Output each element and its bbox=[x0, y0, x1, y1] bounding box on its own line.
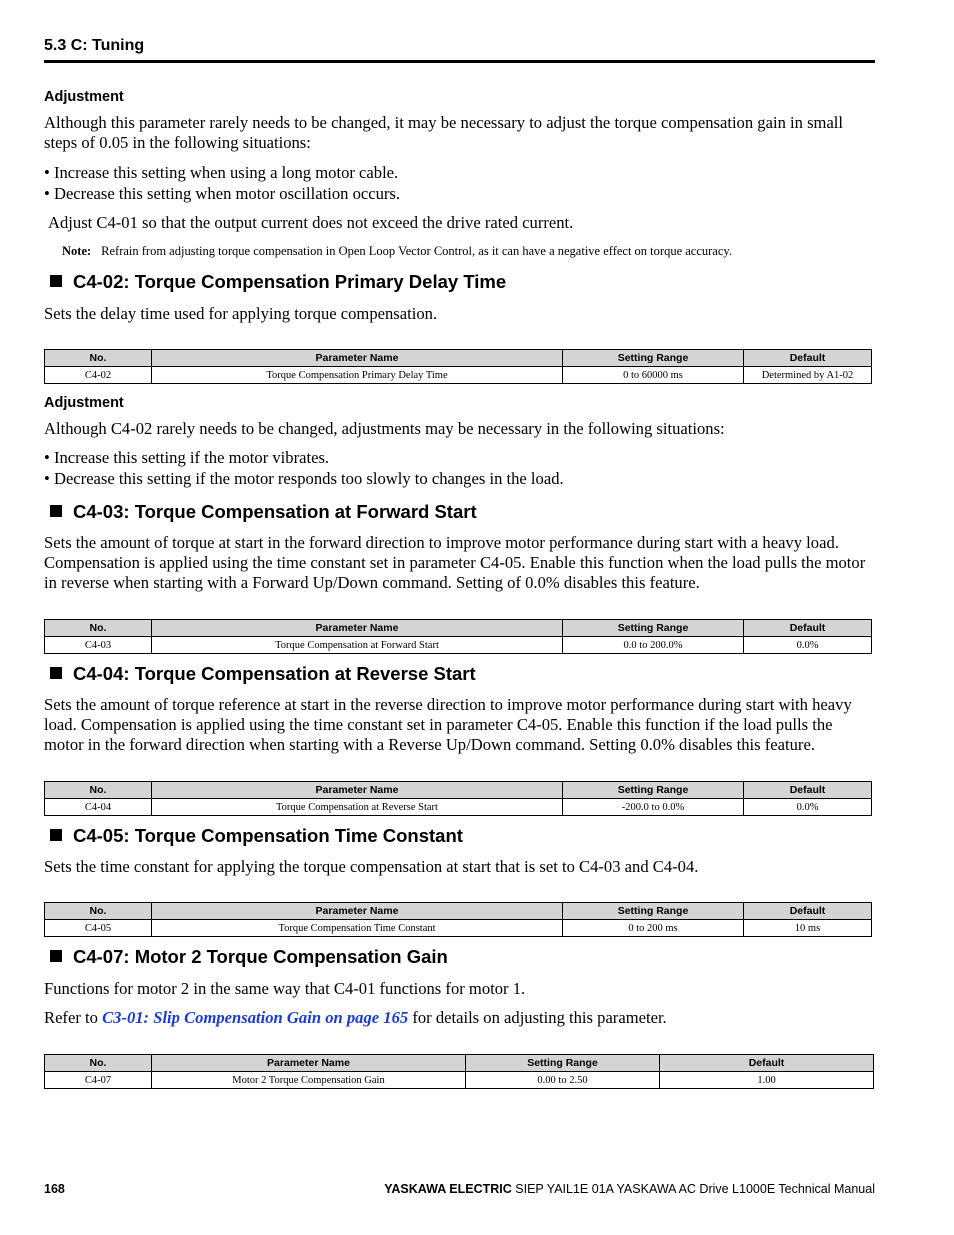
cell-name: Torque Compensation at Reverse Start bbox=[152, 799, 563, 816]
col-header-range: Setting Range bbox=[563, 350, 744, 367]
col-header-range: Setting Range bbox=[563, 903, 744, 920]
col-header-name: Parameter Name bbox=[152, 903, 563, 920]
table-row bbox=[45, 1072, 874, 1089]
cell-no: C4-04 bbox=[45, 799, 152, 816]
table-header-row bbox=[45, 1055, 874, 1072]
cell-range: 0.00 to 2.50 bbox=[466, 1072, 660, 1089]
refer-suffix: for details on adjusting this parameter. bbox=[412, 1008, 667, 1027]
table-row bbox=[45, 367, 872, 384]
cell-range: 0 to 60000 ms bbox=[563, 367, 744, 384]
section-heading-c4-04 bbox=[50, 663, 476, 685]
square-bullet-icon bbox=[50, 829, 62, 841]
col-header-no: No. bbox=[45, 620, 152, 637]
col-header-no: No. bbox=[45, 782, 152, 799]
col-header-default: Default bbox=[744, 620, 872, 637]
cell-default: 1.00 bbox=[660, 1072, 874, 1089]
col-header-no: No. bbox=[45, 1055, 152, 1072]
note-text: Refrain from adjusting torque compensation in Open Loop Vector Control, as it can have a negative effect on torque accuracy. bbox=[101, 244, 732, 258]
table-header-row bbox=[45, 350, 872, 367]
cell-name: Torque Compensation Time Constant bbox=[152, 920, 563, 937]
parameter-table-c4-05 bbox=[44, 902, 872, 937]
cell-name: Motor 2 Torque Compensation Gain bbox=[152, 1072, 466, 1089]
col-header-default: Default bbox=[744, 350, 872, 367]
parameter-table-c4-04 bbox=[44, 781, 872, 816]
col-header-default: Default bbox=[660, 1055, 874, 1072]
cell-default: 0.0% bbox=[744, 637, 872, 654]
section-heading-text: C4-07: Motor 2 Torque Compensation Gain bbox=[73, 946, 448, 967]
square-bullet-icon bbox=[50, 505, 62, 517]
col-header-name: Parameter Name bbox=[152, 782, 563, 799]
cell-no: C4-05 bbox=[45, 920, 152, 937]
adjustment-heading: Adjustment bbox=[44, 395, 124, 411]
col-header-range: Setting Range bbox=[466, 1055, 660, 1072]
square-bullet-icon bbox=[50, 950, 62, 962]
section-description: Sets the amount of torque reference at start in the reverse direction to improve motor performance during start with heavy load. Compensation is applied using the time constant set in parameter C4-05. Enable this function if the load pulls the motor in the forward direction when starting with a Reverse Up/Down command. Setting 0.0% disables this feature. bbox=[44, 695, 852, 754]
page-number: 168 bbox=[44, 1182, 65, 1196]
section-heading-text: C4-04: Torque Compensation at Reverse Start bbox=[73, 663, 476, 684]
bullet-item: • Decrease this setting when motor oscillation occurs. bbox=[44, 184, 401, 203]
section-description: Sets the delay time used for applying torque compensation. bbox=[44, 304, 438, 323]
cell-no: C4-07 bbox=[45, 1072, 152, 1089]
section-heading-c4-03 bbox=[50, 501, 477, 523]
cell-default: 10 ms bbox=[744, 920, 872, 937]
section-heading-text: C4-05: Torque Compensation Time Constant bbox=[73, 825, 463, 846]
cell-no: C4-03 bbox=[45, 637, 152, 654]
section-heading-text: C4-03: Torque Compensation at Forward Start bbox=[73, 501, 477, 522]
footer-doc: SIEP YAIL1E 01A YASKAWA AC Drive L1000E Technical Manual bbox=[515, 1182, 875, 1196]
col-header-no: No. bbox=[45, 350, 152, 367]
section-header: 5.3 C: Tuning bbox=[44, 37, 145, 54]
cross-reference-link[interactable]: C3-01: Slip Compensation Gain on page 165 bbox=[102, 1008, 409, 1027]
section-description: Functions for motor 2 in the same way that C4-01 functions for motor 1. bbox=[44, 979, 526, 998]
adjustment-paragraph-2: Adjust C4-01 so that the output current does not exceed the drive rated current. bbox=[48, 213, 574, 232]
header-rule bbox=[44, 60, 875, 63]
table-header-row bbox=[45, 903, 872, 920]
cell-range: 0.0 to 200.0% bbox=[563, 637, 744, 654]
cell-range: 0 to 200 ms bbox=[563, 920, 744, 937]
col-header-default: Default bbox=[744, 782, 872, 799]
square-bullet-icon bbox=[50, 275, 62, 287]
adjustment-paragraph: Although this parameter rarely needs to be changed, it may be necessary to adjust the torque compensation gain in small steps of 0.05 in the following situations: bbox=[44, 113, 844, 152]
cell-default: 0.0% bbox=[744, 799, 872, 816]
col-header-default: Default bbox=[744, 903, 872, 920]
table-row bbox=[45, 799, 872, 816]
table-row bbox=[45, 920, 872, 937]
section-heading-c4-05 bbox=[50, 825, 463, 847]
table-header-row bbox=[45, 782, 872, 799]
col-header-range: Setting Range bbox=[563, 782, 744, 799]
parameter-table-c4-02 bbox=[44, 349, 872, 384]
note bbox=[62, 244, 732, 259]
refer-prefix: Refer to bbox=[44, 1008, 98, 1027]
section-heading-text: C4-02: Torque Compensation Primary Delay Time bbox=[73, 271, 507, 292]
bullet-item: • Decrease this setting if the motor responds too slowly to changes in the load. bbox=[44, 469, 564, 488]
parameter-table-c4-03 bbox=[44, 619, 872, 654]
bullet-item: • Increase this setting when using a long motor cable. bbox=[44, 163, 399, 182]
section-heading-c4-02 bbox=[50, 271, 506, 293]
square-bullet-icon bbox=[50, 667, 62, 679]
cell-no: C4-02 bbox=[45, 367, 152, 384]
parameter-table-c4-07 bbox=[44, 1054, 874, 1089]
col-header-name: Parameter Name bbox=[152, 350, 563, 367]
table-header-row bbox=[45, 620, 872, 637]
cell-name: Torque Compensation at Forward Start bbox=[152, 637, 563, 654]
col-header-range: Setting Range bbox=[563, 620, 744, 637]
cell-default: Determined by A1-02 bbox=[744, 367, 872, 384]
section-description: Sets the amount of torque at start in the forward direction to improve motor performance during start with a heavy load. Compensation is applied using the time constant set in parameter C4-05. Enable this function when the load pulls the motor in reverse when starting with a Forward Up/Down command. Setting of 0.0% disables this feature. bbox=[44, 533, 866, 592]
adjustment-paragraph: Although C4-02 rarely needs to be changed, adjustments may be necessary in the following situations: bbox=[44, 419, 725, 438]
col-header-name: Parameter Name bbox=[152, 1055, 466, 1072]
note-label: Note: bbox=[62, 244, 92, 258]
cell-name: Torque Compensation Primary Delay Time bbox=[152, 367, 563, 384]
adjustment-heading: Adjustment bbox=[44, 89, 124, 105]
footer-document-title bbox=[384, 1182, 875, 1196]
refer-paragraph bbox=[44, 1008, 874, 1028]
col-header-no: No. bbox=[45, 903, 152, 920]
cell-range: -200.0 to 0.0% bbox=[563, 799, 744, 816]
col-header-name: Parameter Name bbox=[152, 620, 563, 637]
section-heading-c4-07 bbox=[50, 946, 448, 968]
bullet-item: • Increase this setting if the motor vibrates. bbox=[44, 448, 330, 467]
section-description: Sets the time constant for applying the torque compensation at start that is set to C4-03 and C4-04. bbox=[44, 857, 699, 876]
footer-brand: YASKAWA ELECTRIC bbox=[384, 1182, 512, 1196]
table-row bbox=[45, 637, 872, 654]
